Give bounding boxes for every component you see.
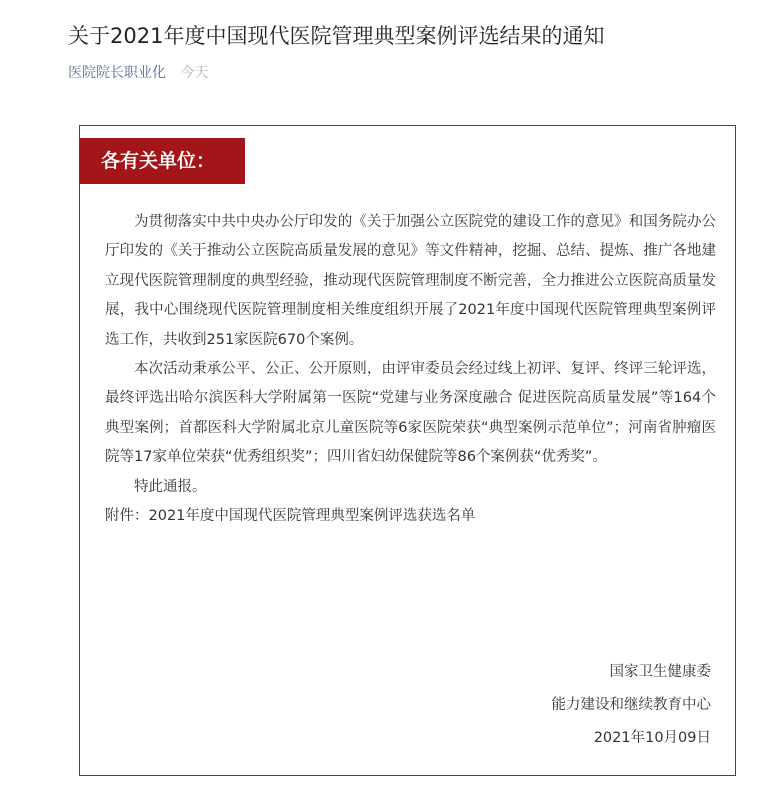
signature-date: 2021年10月09日 [593, 730, 711, 746]
article-title: 关于2021年度中国现代医院管理典型案例评选结果的通知 [68, 24, 605, 48]
paragraph-2: 本次活动秉承公平、公正、公开原则，由评审委员会经过线上初评、复评、终评三轮评选，最终评选出哈尔滨医科大学附属第一医院“党建与业务深度融合 促进医院高质量发展”等164个典型案例；首都医科大学附属北京儿童医院等6家医院荣获“典型案例示范单位”；河南省肿瘤医院等17家单位荣获“优秀组织奖”；四川省妇幼保健院等86个案例获“优秀奖”。 [105, 361, 716, 466]
signature-org-line1: 国家卫生健康委 [609, 664, 711, 680]
salutation-banner: 各有关单位： [80, 138, 245, 184]
account-name-link[interactable]: 医院院长职业化 [68, 65, 166, 81]
article-meta [68, 63, 208, 83]
publish-date: 今天 [180, 65, 209, 81]
paragraph-1: 为贯彻落实中共中央办公厅印发的《关于加强公立医院党的建设工作的意见》和国务院办公厅印发的《关于推动公立医院高质量发展的意见》等文件精神，挖掘、总结、提炼、推广各地建立现代医院管理制度的典型经验，推动现代医院管理制度不断完善，全力推进公立医院高质量发展，我中心围绕现代医院管理制度相关维度组织开展了2021年度中国现代医院管理典型案例评选工作，共收到251家医院670个案例。 [105, 214, 716, 348]
signature-block [552, 656, 712, 755]
notice-body [105, 208, 716, 531]
paragraph-3: 特此通报。 [134, 478, 207, 495]
attachment-line: 附件：2021年度中国现代医院管理典型案例评选获选名单 [105, 508, 476, 525]
notice-box [79, 125, 736, 776]
signature-org-line2: 能力建设和继续教育中心 [551, 697, 711, 713]
